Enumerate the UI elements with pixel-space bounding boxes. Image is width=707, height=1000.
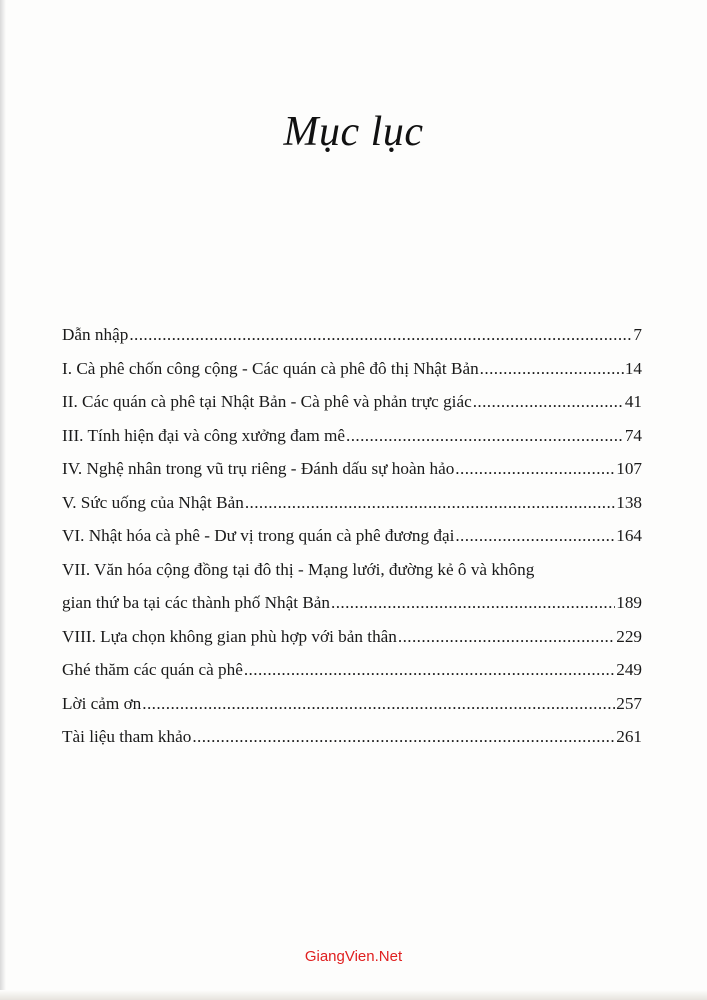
- toc-entry-title: VIII. Lựa chọn không gian phù hợp với bản thân: [62, 626, 397, 646]
- toc-entry-title: IV. Nghệ nhân trong vũ trụ riêng - Đánh dấu sự hoàn hảo: [62, 459, 455, 478]
- toc-entry-title: Lời cảm ơn: [62, 693, 142, 713]
- toc-entry-title-continued: gian thứ ba tại các thành phố Nhật Bản: [62, 593, 331, 612]
- toc-dot-leader: [398, 620, 615, 654]
- toc-entry-chapter-5[interactable]: [62, 486, 642, 520]
- toc-dot-leader: [142, 687, 615, 721]
- toc-page-number: 138: [616, 492, 642, 512]
- toc-page-number: 189: [616, 593, 642, 612]
- table-of-contents: [62, 318, 642, 754]
- toc-entry-title-line-1: [62, 553, 642, 587]
- page-bottom-edge: [0, 990, 707, 1000]
- toc-page-number: 257: [616, 693, 642, 713]
- toc-entry-chapter-4[interactable]: [62, 452, 642, 486]
- toc-page-number: 261: [616, 727, 642, 746]
- toc-entry-references[interactable]: [62, 720, 642, 754]
- toc-entry-chapter-7-continued[interactable]: [62, 586, 642, 620]
- toc-entry-chapter-2[interactable]: [62, 385, 642, 419]
- toc-dot-leader: [331, 586, 615, 620]
- toc-entry-title: V. Sức uống của Nhật Bản: [62, 492, 244, 512]
- toc-dot-leader: [346, 419, 624, 453]
- toc-dot-leader: [455, 452, 615, 486]
- toc-entry-title: II. Các quán cà phê tại Nhật Bản - Cà phê và phản trực giác: [62, 392, 472, 411]
- toc-page-number: 107: [616, 459, 642, 478]
- watermark-text: GiangVien.Net: [304, 948, 403, 965]
- toc-entry-title: III. Tính hiện đại và công xưởng đam mê: [62, 425, 345, 445]
- toc-dot-leader: [473, 385, 624, 419]
- toc-page-number: 41: [624, 392, 642, 411]
- toc-entry-chapter-3[interactable]: [62, 419, 642, 453]
- toc-entry-introduction[interactable]: [62, 318, 642, 352]
- toc-entry-title: Tài liệu tham khảo: [62, 727, 192, 746]
- toc-page-number: 229: [616, 626, 642, 646]
- toc-entry-chapter-6[interactable]: [62, 519, 642, 553]
- toc-dot-leader: [192, 720, 615, 754]
- toc-entry-title: Dẫn nhập: [62, 325, 129, 344]
- toc-entry-chapter-1[interactable]: [62, 352, 642, 386]
- toc-entry-acknowledgements[interactable]: [62, 687, 642, 721]
- toc-entry-title: I. Cà phê chốn công cộng - Các quán cà phê đô thị Nhật Bản: [62, 358, 479, 378]
- toc-dot-leader: [129, 318, 632, 352]
- toc-entry-chapter-8[interactable]: [62, 620, 642, 654]
- page-title: Mục lục: [283, 109, 424, 155]
- toc-entry-title: VII. Văn hóa cộng đồng tại đô thị - Mạng lưới, đường kẻ ô và không: [62, 559, 535, 579]
- toc-page-number: 14: [624, 358, 642, 378]
- toc-dot-leader: [480, 352, 624, 386]
- toc-entry-chapter-7[interactable]: [62, 553, 642, 587]
- toc-dot-leader: [245, 486, 615, 520]
- toc-entry-title: VI. Nhật hóa cà phê - Dư vị trong quán cà phê đương đại: [62, 526, 455, 545]
- toc-page-number: 74: [624, 425, 642, 445]
- toc-page-number: 249: [616, 660, 642, 679]
- toc-page-number: 164: [616, 526, 642, 545]
- toc-dot-leader: [244, 653, 615, 687]
- toc-entry-title: Ghé thăm các quán cà phê: [62, 660, 243, 679]
- toc-entry-cafe-visits[interactable]: [62, 653, 642, 687]
- toc-page-number: 7: [633, 325, 642, 344]
- toc-dot-leader: [455, 519, 615, 553]
